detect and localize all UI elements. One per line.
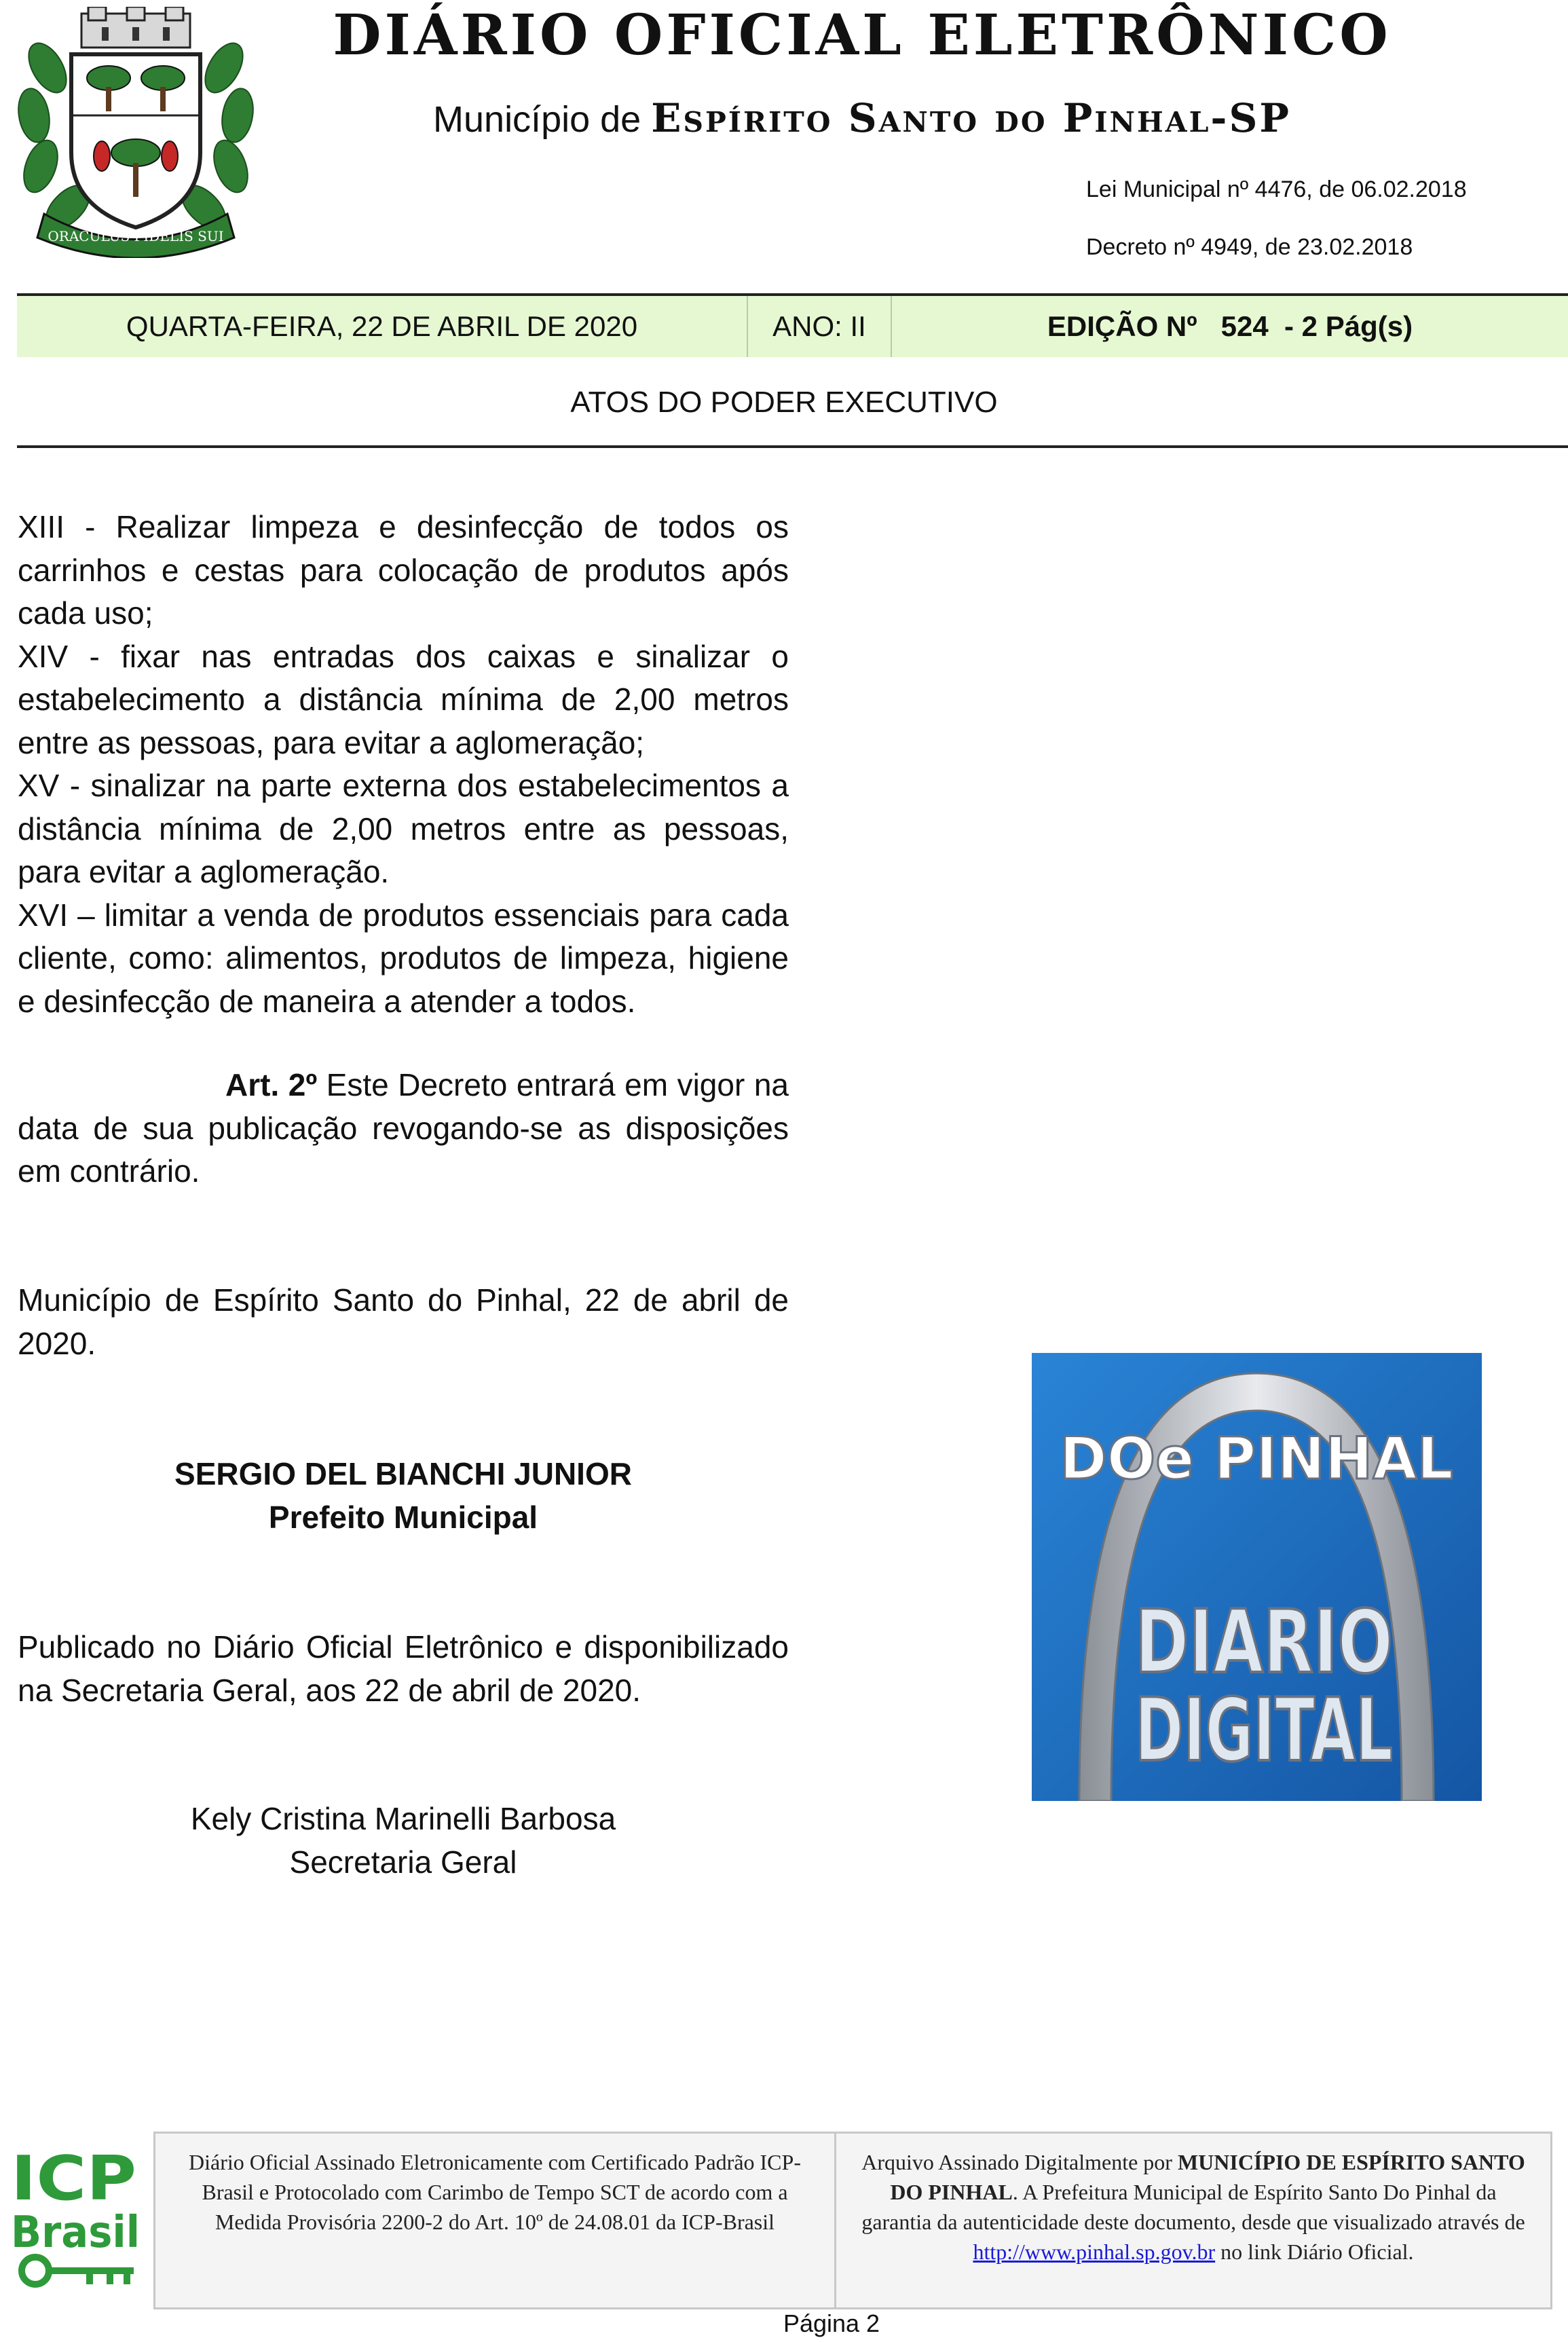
- article-2-label: Art. 2º: [225, 1067, 318, 1102]
- decree-reference: Decreto nº 4949, de 23.02.2018: [1086, 234, 1413, 260]
- item-xv: XV - sinalizar na parte externa dos estabelecimentos a distância mínima de 2,00 metros entre as pessoas, para evitar a aglomeração.: [18, 768, 789, 889]
- decree-items: [18, 506, 789, 1023]
- article-2-text: Este Decreto entrará em vigor na data de sua publicação revogando-se as disposições em contrário.: [18, 1067, 789, 1189]
- article-2: [18, 1064, 789, 1193]
- logo-top-text: DOe PINHAL: [1060, 1425, 1453, 1493]
- icp-line-2: Brasil: [11, 2208, 140, 2258]
- icp-brasil-logo: [8, 2145, 144, 2291]
- signature-prefix: Arquivo Assinado Digitalmente por: [861, 2150, 1178, 2174]
- edition-number: [892, 296, 1568, 357]
- secretary-name: Kely Cristina Marinelli Barbosa: [190, 1801, 616, 1836]
- digital-signature-notice: [836, 2134, 1550, 2307]
- publication-note: Publicado no Diário Oficial Eletrônico e disponibilizado na Secretaria Geral, aos 22 de abril de 2020.: [18, 1629, 789, 1708]
- item-xiv: XIV - fixar nas entradas dos caixas e sinalizar o estabelecimento a distância mínima de 2,00 metros entre as pessoas, para evitar a aglomeração;: [18, 638, 789, 760]
- place-date: Município de Espírito Santo do Pinhal, 22 de abril de 2020.: [18, 1282, 789, 1361]
- signature-footer: [153, 2132, 1552, 2309]
- logo-line-1: DIARIO: [1135, 1592, 1393, 1693]
- signature-entity: MUNICÍPIO DE ESPÍRITO SANTO DO PINHAL: [890, 2150, 1525, 2204]
- item-xiii: XIII - Realizar limpeza e desinfecção de todos os carrinhos e cestas para colocação de produtos após cada uso;: [18, 509, 789, 631]
- municipality-name: Espírito Santo do Pinhal-SP: [651, 95, 1291, 141]
- diario-digital-logo: [1032, 1353, 1482, 1801]
- edition-bar: [17, 293, 1568, 357]
- secretary-signature: [18, 1798, 789, 1884]
- icp-line-1: ICP: [11, 2145, 136, 2214]
- municipality-prefix: Município de: [433, 99, 641, 140]
- law-reference: Lei Municipal nº 4476, de 06.02.2018: [1086, 176, 1467, 202]
- section-title: ATOS DO PODER EXECUTIVO: [570, 386, 998, 419]
- municipal-crest: [7, 7, 265, 258]
- crest-motto: ORACULUS FIDELIS SUI: [48, 228, 224, 244]
- gazette-title: DIÁRIO OFICIAL ELETRÔNICO: [333, 3, 1392, 68]
- signature-suffix: no link Diário Oficial.: [1215, 2239, 1414, 2264]
- pinhal-site-link[interactable]: http://www.pinhal.sp.gov.br: [973, 2239, 1216, 2264]
- section-divider: [17, 445, 1568, 448]
- edition-date: QUARTA-FEIRA, 22 DE ABRIL DE 2020: [17, 296, 748, 357]
- mayor-name: SERGIO DEL BIANCHI JUNIOR: [174, 1456, 632, 1491]
- mayor-title: Prefeito Municipal: [268, 1499, 538, 1535]
- key-icon: [22, 2257, 134, 2284]
- certificate-notice: Diário Oficial Assinado Eletronicamente com Certificado Padrão ICP-Brasil e Protocolado com Carimbo de Tempo SCT de acordo com a Medida Provisória 2200-2 do Art. 10º de 24.08.01 da ICP-Brasil: [155, 2134, 836, 2307]
- municipality-line: [299, 95, 1425, 141]
- item-xvi: XVI – limitar a venda de produtos essenciais para cada cliente, como: alimentos, produtos de limpeza, higiene e desinfecção de maneira a atender a todos.: [18, 897, 789, 1019]
- edition-year: ANO: II: [748, 296, 892, 357]
- logo-line-2: DIGITAL: [1135, 1680, 1393, 1781]
- secretary-title: Secretaria Geral: [289, 1844, 517, 1880]
- mayor-signature: [18, 1453, 789, 1539]
- edition-number-text: EDIÇÃO Nº 524 - 2 Pág(s): [1047, 310, 1413, 342]
- signature-middle: . A Prefeitura Municipal de Espírito Santo Do Pinhal da garantia da autenticidade deste documento, desde que visualizado através de: [861, 2180, 1525, 2234]
- page-number: Página 2: [783, 2309, 880, 2337]
